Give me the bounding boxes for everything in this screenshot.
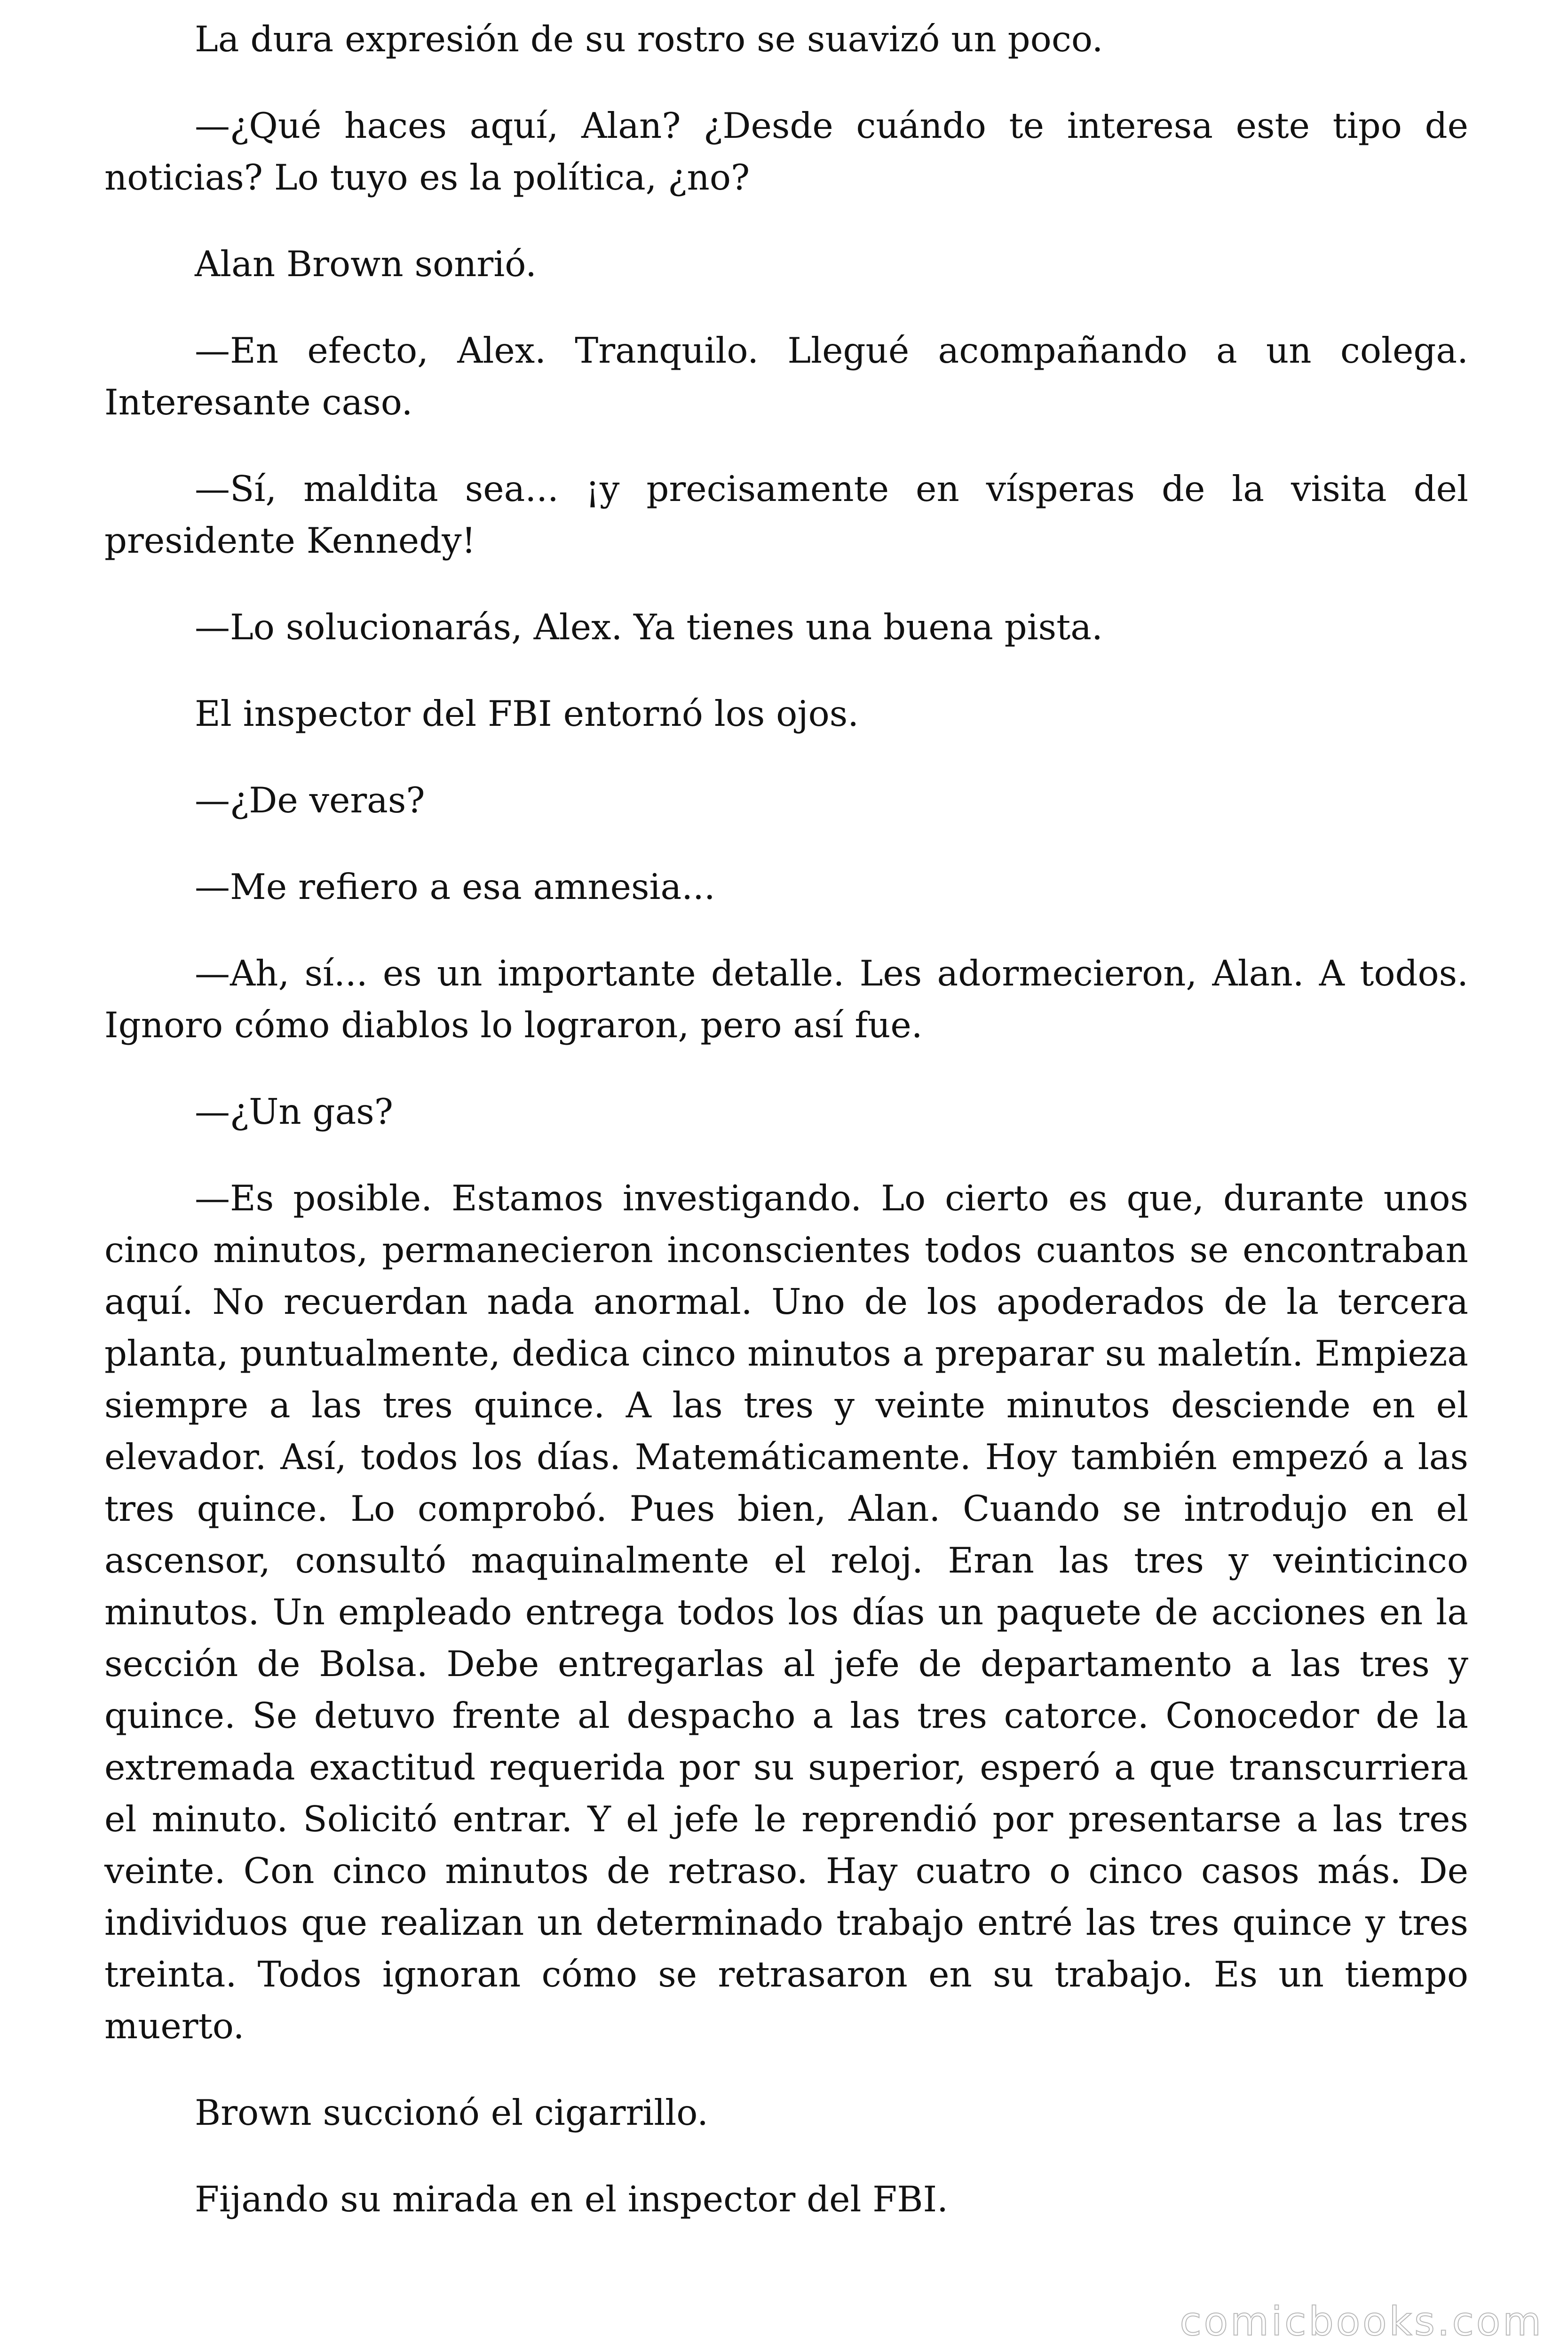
paragraph: —Ah, sí... es un importante detalle. Les adormecieron, Alan. A todos. Ignoro cómo diablos lo lograron, pero así fue. [104,953,1468,1046]
paragraph: —Sí, maldita sea... ¡y precisamente en vísperas de la visita del presidente Kennedy! [104,468,1468,561]
paragraph: —Me refiero a esa amnesia... [195,866,715,907]
paragraph: —¿Qué haces aquí, Alan? ¿Desde cuándo te interesa este tipo de noticias? Lo tuyo es la política, ¿no? [104,105,1468,198]
paragraph: —¿De veras? [195,779,425,821]
paragraph: Brown succionó el cigarrillo. [195,2092,708,2133]
paragraph: —¿Un gas? [195,1091,393,1132]
paragraph: —Es posible. Estamos investigando. Lo cierto es que, durante unos cinco minutos, permanecieron inconscientes todos cuantos se encontraban aquí. No recuerdan nada anormal. Uno de los apoderados de la tercera planta, puntualmente, dedica cinco minutos a preparar su maletín. Empieza siempre a las tres quince. A las tres y veinte minutos desciende en el elevador. Así, todos los días. Matemáticamente. Hoy también empezó a las tres quince. Lo comprobó. Pues bien, Alan. Cuando se introdujo en el ascensor, consultó maquinalmente el reloj. Eran las tres y veinticinco minutos. Un empleado entrega todos los días un paquete de acciones en la sección de Bolsa. Debe entregarlas al jefe de departamento a las tres y quince. Se detuvo frente al despacho a las tres catorce. Conocedor de la extremada exactitud requerida por su superior, esperó a que transcurriera el minuto. Solicitó entrar. Y el jefe le reprendió por presentarse a las tres veinte. Con cinco minutos de retraso. Hay cuatro o cinco casos más. De individuos que realizan un determinado trabajo entré las tres quince y tres treinta. Todos ignoran cómo se retrasaron en su trabajo. Es un tiempo muerto. [104,1177,1468,2047]
watermark: comicbooks.com [1180,2298,1544,2344]
book-page-text [104,13,1468,2260]
paragraph: Fijando su mirada en el inspector del FBI. [195,2178,948,2220]
paragraph: —Lo solucionarás, Alex. Ya tienes una buena pista. [195,606,1103,648]
paragraph: —En efecto, Alex. Tranquilo. Llegué acompañando a un colega. Interesante caso. [104,330,1468,423]
paragraph: La dura expresión de su rostro se suavizó un poco. [195,18,1103,60]
paragraph: Alan Brown sonrió. [195,243,537,285]
paragraph: El inspector del FBI entornó los ojos. [195,693,859,734]
